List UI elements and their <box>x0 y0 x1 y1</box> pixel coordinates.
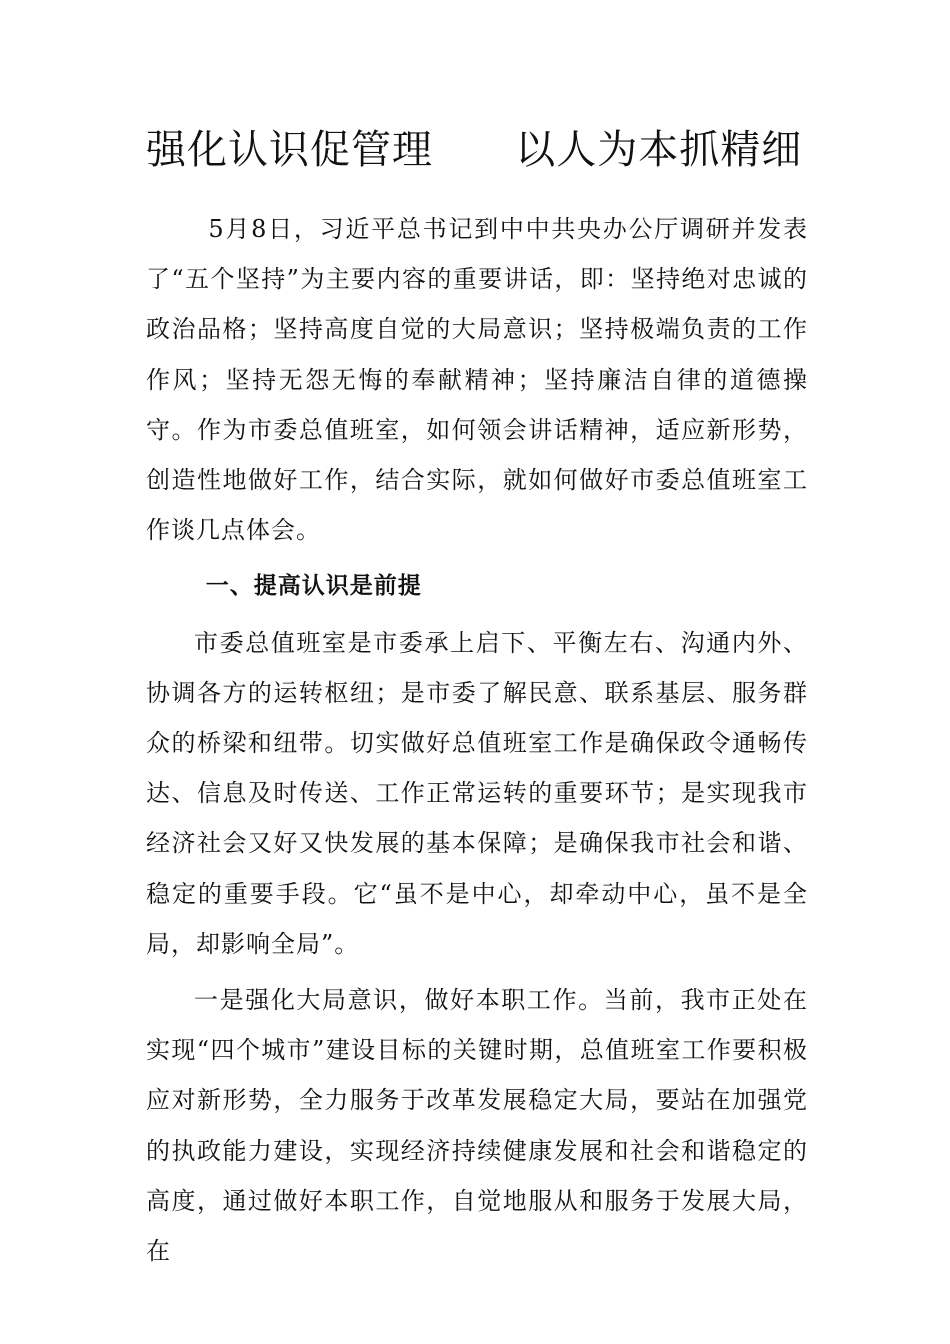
section-heading: 一、提高认识是前提 <box>205 573 422 600</box>
intro-paragraph: 5月8日，习近平总书记到中中共央办公厅调研并发表了“五个坚持”为主要内容的重要讲话，即：坚持绝对忠诚的政治品格；坚持高度自觉的大局意识；坚持极端负责的工作作风；坚持无怨无悔的奉献精神；坚持廉洁自律的道德操守。作为市委总值班室，如何领会讲话精神，适应新形势，创造性地做好工作，结合实际，就如何做好市委总值班室工作谈几点体会。 <box>146 215 808 545</box>
document-body <box>146 204 808 1276</box>
body-paragraph: 一是强化大局意识，做好本职工作。当前，我市正处在实现“四个城市”建设目标的关键时期，总值班室工作要积极应对新形势，全力服务于改革发展稳定大局，要站在加强党的执政能力建设，实现经济持续健康发展和社会和谐稳定的高度，通过做好本职工作，自觉地服从和服务于发展大局，在 <box>146 986 808 1266</box>
document-title: 强化认识促管理 以人为本抓精细 <box>146 127 803 173</box>
body-paragraph: 市委总值班室是市委承上启下、平衡左右、沟通内外、协调各方的运转枢纽；是市委了解民意、联系基层、服务群众的桥梁和纽带。切实做好总值班室工作是确保政令通畅传达、信息及时传送、工作正常运转的重要环节；是实现我市经济社会又好又快发展的基本保障；是确保我市社会和谐、稳定的重要手段。它“虽不是中心，却牵动中心，虽不是全局，却影响全局”。 <box>146 628 808 958</box>
